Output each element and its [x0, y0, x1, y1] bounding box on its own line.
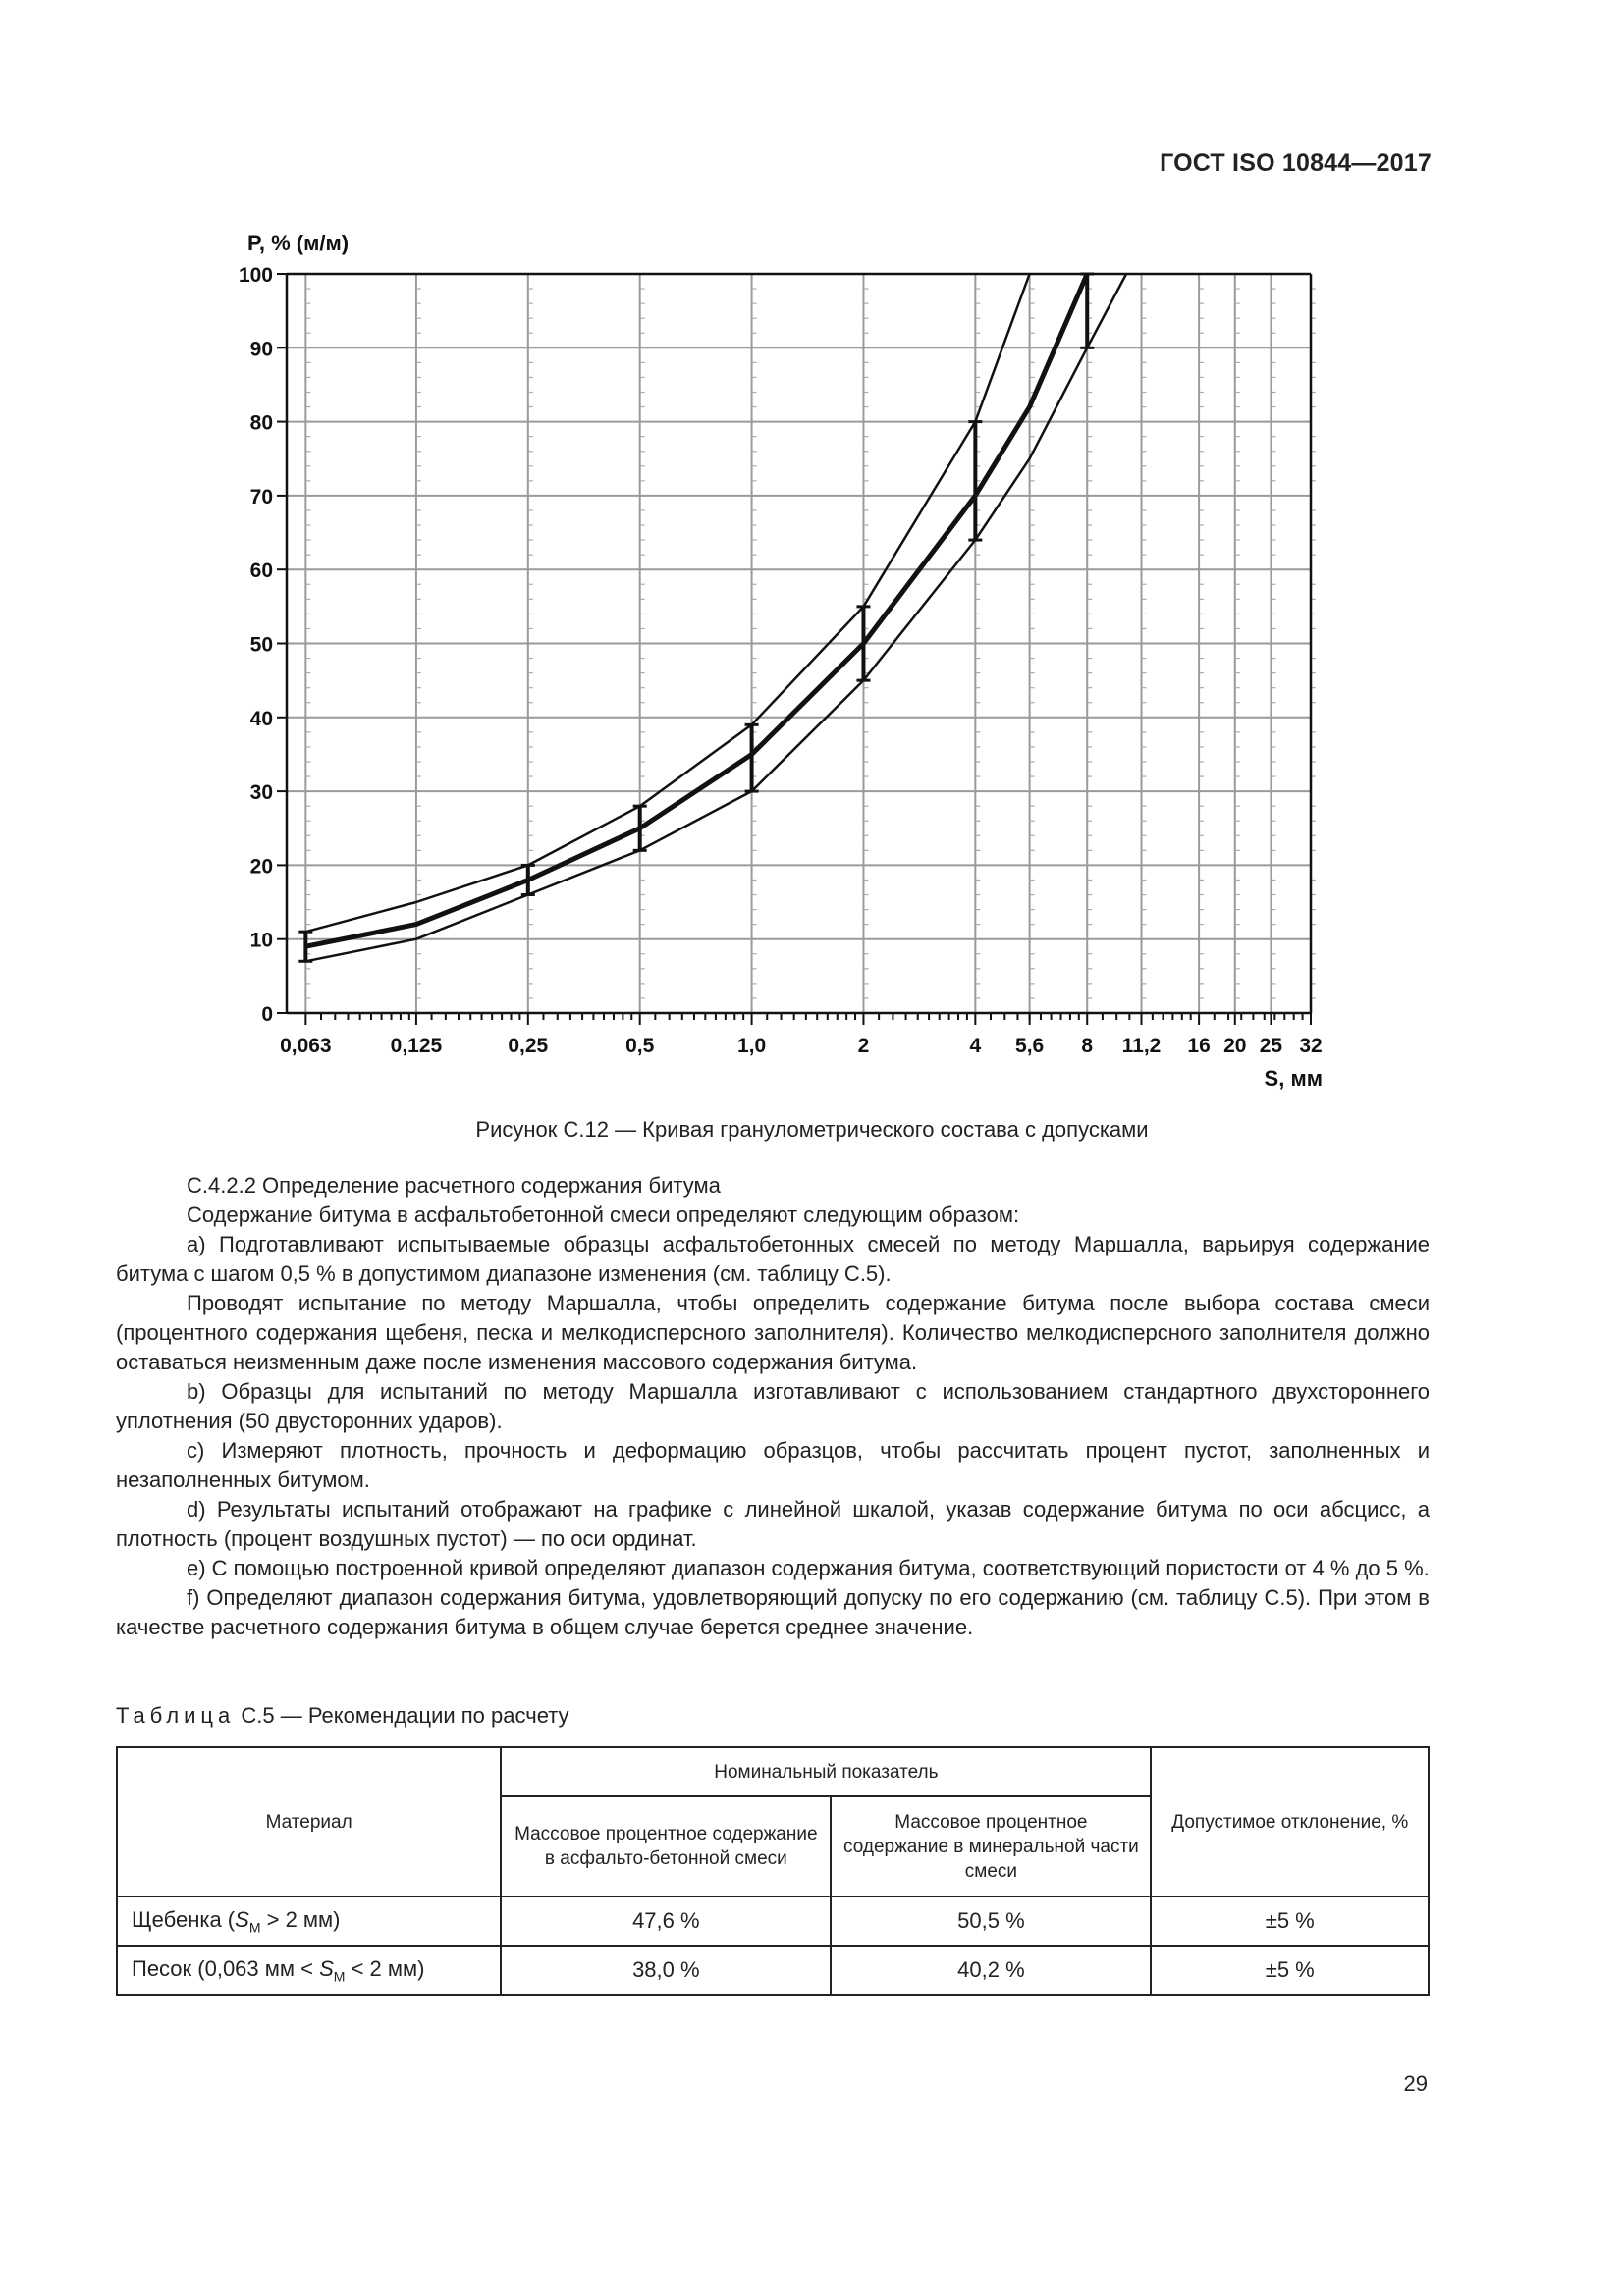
- material-text: Щебенка (: [132, 1906, 236, 1932]
- x-tick-label: 11,2: [1121, 1035, 1162, 1057]
- cell-tolerance: ±5 %: [1151, 1946, 1429, 1995]
- header-mass-mineral: Массовое процентное содержание в минеральной части смеси: [831, 1796, 1151, 1896]
- table-row: [117, 1946, 1429, 1995]
- table-title-word: Таблица: [116, 1703, 236, 1728]
- paragraph: f) Определяют диапазон содержания битума, удовлетворяющий допуску по его содержанию (см. таблицу С.5). При этом в качестве расчетного содержания битума в общем случае берется среднее значение.: [116, 1585, 1430, 1639]
- x-tick-label: 0,063: [280, 1035, 332, 1057]
- paragraph: e) С помощью построенной кривой определяют диапазон содержания битума, соответствующий пористости от 4 % до 5 %.: [187, 1556, 1430, 1580]
- table-header-row: [117, 1747, 1429, 1796]
- recommendation-table: [116, 1746, 1430, 1996]
- cell-material: [117, 1946, 501, 1995]
- material-subscript: M: [248, 1919, 261, 1936]
- x-tick-label: 16: [1187, 1035, 1211, 1057]
- figure-caption: Рисунок С.12 — Кривая гранулометрического состава с допусками: [475, 1117, 1149, 1142]
- cell-tolerance: ±5 %: [1151, 1896, 1429, 1946]
- curve-main: [305, 274, 1087, 946]
- y-tick-label: 30: [249, 781, 273, 805]
- granulometric-chart: [196, 216, 1375, 1099]
- y-tick-label: 20: [249, 855, 273, 879]
- cell-mass-mineral: 50,5 %: [831, 1896, 1151, 1946]
- y-tick-label: 100: [238, 264, 273, 287]
- x-tick-label: 32: [1299, 1035, 1323, 1057]
- section-heading: С.4.2.2 Определение расчетного содержания битума: [187, 1173, 721, 1198]
- paragraph: b) Образцы для испытаний по методу Маршалла изготавливают с использованием стандартного двухстороннего уплотнения (50 двусторонних ударов).: [116, 1379, 1430, 1433]
- y-axis-title: P, % (м/м): [247, 231, 350, 255]
- cell-material: [117, 1896, 501, 1946]
- cell-mass-mineral: 40,2 %: [831, 1946, 1151, 1995]
- x-tick-label: 25: [1259, 1035, 1283, 1057]
- paragraph: a) Подготавливают испытываемые образцы асфальтобетонных смесей по методу Маршалла, варьируя содержание битума с шагом 0,5 % в допустимом диапазоне изменения (см. таблицу С.5).: [116, 1232, 1430, 1286]
- table-title: [116, 1703, 569, 1729]
- y-tick-label: 0: [261, 1003, 273, 1026]
- paragraph: c) Измеряют плотность, прочность и деформацию образцов, чтобы рассчитать процент пустот, заполненных и незаполненных битумом.: [116, 1438, 1430, 1492]
- page-number: 29: [1403, 2071, 1428, 2096]
- table-row: [117, 1896, 1429, 1946]
- paragraph: Проводят испытание по методу Маршалла, чтобы определить содержание битума после выбора состава смеси (процентного содержания щебеня, песка и мелкодисперсного заполнителя). Количество мелкодисперсного заполнителя должно оставаться неизменным даже после изменения массового содержания битума.: [116, 1291, 1430, 1374]
- x-tick-label: 4: [969, 1035, 982, 1057]
- header-tolerance: Допустимое отклонение, %: [1151, 1747, 1429, 1896]
- table-title-rest: С.5 — Рекомендации по расчету: [235, 1703, 569, 1728]
- curve-upper: [305, 274, 1029, 932]
- x-tick-label: 2: [857, 1035, 870, 1057]
- x-axis-title: S, мм: [1264, 1066, 1323, 1091]
- material-text: < 2 мм): [345, 1955, 425, 1981]
- material-symbol: S: [319, 1955, 334, 1981]
- y-tick-label: 90: [249, 338, 273, 361]
- header-nominal: Номинальный показатель: [501, 1747, 1151, 1796]
- paragraph: Содержание битума в асфальтобетонной смеси определяют следующим образом:: [187, 1202, 1020, 1227]
- material-text: > 2 мм): [260, 1906, 341, 1932]
- y-tick-label: 50: [249, 633, 273, 657]
- material-symbol: S: [235, 1906, 249, 1932]
- material-text: Песок (0,063 мм <: [132, 1955, 320, 1981]
- document-id-header: ГОСТ ISO 10844—2017: [1160, 149, 1432, 177]
- y-tick-label: 40: [249, 707, 273, 730]
- header-mass-asphalt: Массовое процентное содержание в асфальто-бетонной смеси: [501, 1796, 831, 1896]
- x-tick-label: 5,6: [1015, 1035, 1045, 1057]
- material-subscript: M: [333, 1968, 346, 1985]
- body-text: [116, 1171, 1430, 1642]
- x-tick-label: 1,0: [736, 1035, 767, 1057]
- x-tick-label: 0,5: [625, 1035, 655, 1057]
- x-tick-label: 20: [1223, 1035, 1247, 1057]
- x-tick-label: 0,125: [390, 1035, 443, 1057]
- y-tick-label: 60: [249, 560, 273, 583]
- cell-mass-asphalt: 47,6 %: [501, 1896, 831, 1946]
- chart-svg: [196, 216, 1375, 1099]
- y-tick-label: 10: [249, 929, 273, 952]
- x-tick-label: 8: [1081, 1035, 1094, 1057]
- y-tick-label: 70: [249, 485, 273, 508]
- curve-lower: [305, 274, 1126, 961]
- y-tick-label: 80: [249, 411, 273, 435]
- x-tick-label: 0,25: [508, 1035, 549, 1057]
- cell-mass-asphalt: 38,0 %: [501, 1946, 831, 1995]
- header-material: Материал: [117, 1747, 501, 1896]
- paragraph: d) Результаты испытаний отображают на графике с линейной шкалой, указав содержание битума по оси абсцисс, а плотность (процент воздушных пустот) — по оси ординат.: [116, 1497, 1430, 1551]
